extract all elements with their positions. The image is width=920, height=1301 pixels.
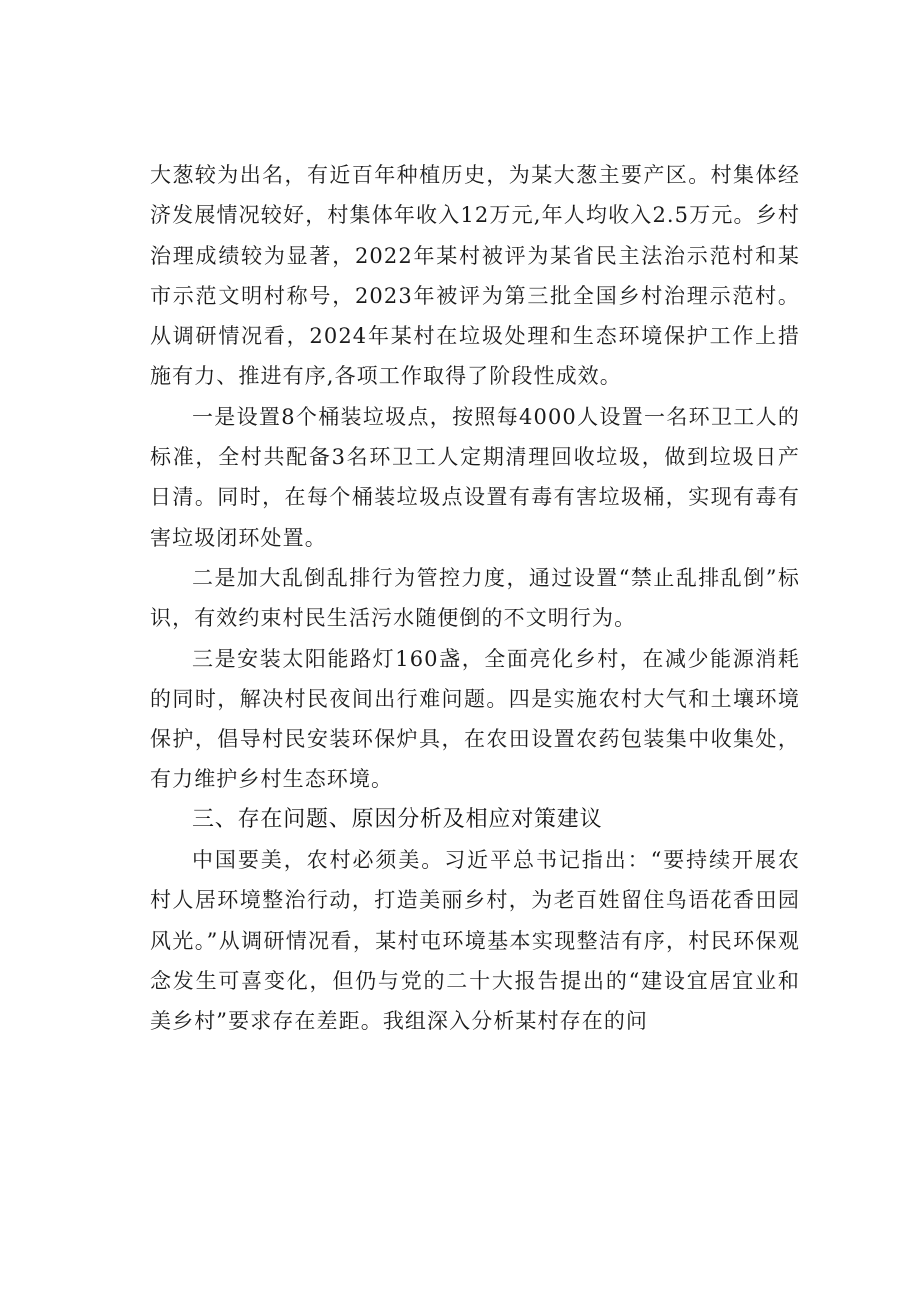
paragraph-beautiful-countryside: 中国要美，农村必须美。习近平总书记指出：“要持续开展农村人居环境整治行动，打造美丽乡村，为老百姓留住鸟语花香田园风光。”从调研情况看，某村屯环境基本实现整洁有序，村民环保观念发生可喜变化，但仍与党的二十大报告提出的“建设宜居宜业和美乡村”要求存在差距。我组深入分析某村存在的问 xyxy=(150,848,800,1034)
section-heading: 三、存在问题、原因分析及相应对策建议 xyxy=(192,806,603,832)
document-body xyxy=(150,155,800,1042)
paragraph-village-overview: 大葱较为出名，有近百年种植历史，为某大葱主要产区。村集体经济发展情况较好，村集体年收入12万元,年人均收入2.5万元。乡村治理成绩较为显著，2022年某村被评为某省民主法治示范村和某市示范文明村称号，2023年被评为第三批全国乡村治理示范村。从调研情况看，2024年某村在垃圾处理和生态环境保护工作上措施有力、推进有序,各项工作取得了阶段性成效。 xyxy=(150,163,800,389)
paragraph-dumping-control: 二是加大乱倒乱排行为管控力度，通过设置“禁止乱排乱倒”标识，有效约束村民生活污水随便倒的不文明行为。 xyxy=(150,565,800,631)
paragraph-garbage-points: 一是设置8个桶装垃圾点，按照每4000人设置一名环卫工人的标准，全村共配备3名环卫工人定期清理回收垃圾，做到垃圾日产日清。同时，在每个桶装垃圾点设置有毒有害垃圾桶，实现有毒有害垃圾闭环处置。 xyxy=(150,404,800,550)
paragraph-solar-lights: 三是安装太阳能路灯160盏，全面亮化乡村，在减少能源消耗的同时，解决村民夜间出行难问题。四是实施农村大气和土壤环境保护，倡导村民安装环保炉具，在农田设置农药包装集中收集处，有力维护乡村生态环境。 xyxy=(150,646,800,792)
